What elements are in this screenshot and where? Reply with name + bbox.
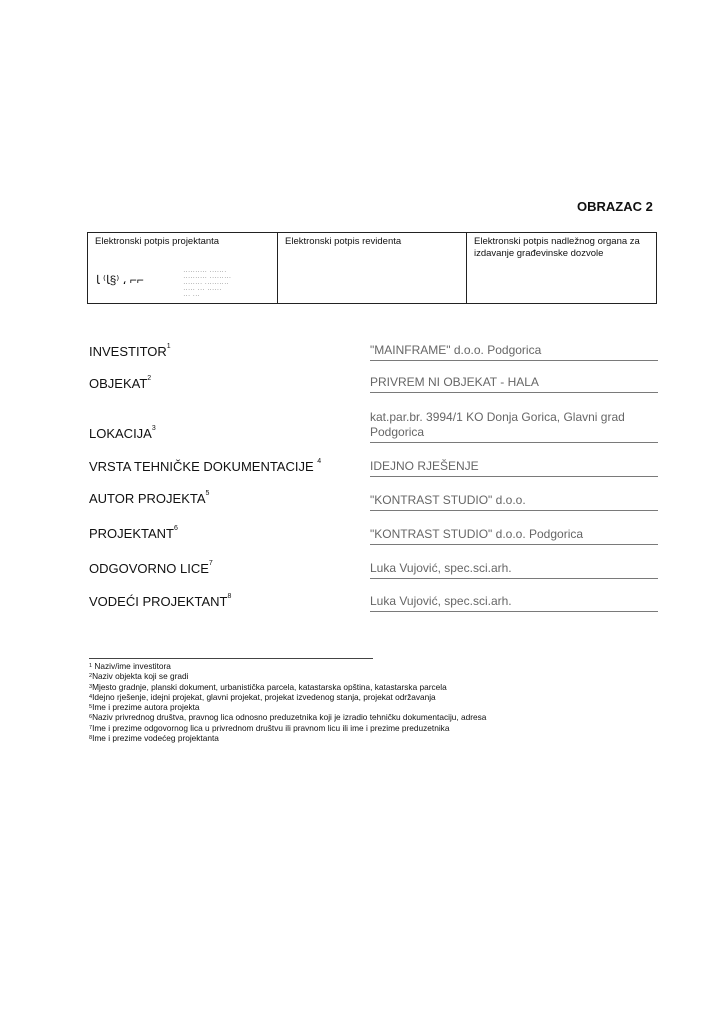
footnote-7: $^7$Ime i prezime odgovornog lica u privrednom društvu ili pravnom licu ili ime i prezime preduzetnika xyxy=(89,722,450,733)
reviewer-signature-cell xyxy=(278,233,467,304)
designer-value: "KONTRAST STUDIO" d.o.o. Podgorica xyxy=(370,527,658,545)
signature-table xyxy=(87,232,657,304)
designer-signature-stamp xyxy=(95,248,270,296)
footnote-5: $^5$Ime i prezime autora projekta xyxy=(89,702,200,713)
designer-signature-label: Elektronski potpis projektanta xyxy=(95,236,220,247)
footnote-6: $^6$Naziv privrednog društva, pravnog lica odnosno preduzetnika koji je izradio tehničku dokumentaciju, adresa xyxy=(89,712,487,723)
investor-value: "MAINFRAME" d.o.o. Podgorica xyxy=(370,343,658,361)
designer-signature-cell xyxy=(88,233,278,304)
location-value: kat.par.br. 3994/1 KO Donja Gorica, Glavni grad Podgorica xyxy=(370,410,658,443)
signature-scribble: ﺎ⁾ ﺎ§⁾ ، ⌐⌐ xyxy=(96,273,144,287)
investor-label: INVESTITOR$^1$ xyxy=(89,343,171,359)
footnote-separator xyxy=(89,658,373,659)
location-label: LOKACIJA$^3$ xyxy=(89,425,156,441)
footnote-3: $^3$Mjesto gradnje, planski dokument, urbanistička parcela, katastarska opština, katastarska parcela xyxy=(89,681,447,692)
doc-type-value: IDEJNO RJEŠENJE xyxy=(370,459,658,477)
project-author-label: AUTOR PROJEKTA$^5$ xyxy=(89,490,210,506)
designer-label: PROJEKTANT$^6$ xyxy=(89,525,178,541)
footnotes xyxy=(89,661,486,743)
responsible-person-label: ODGOVORNO LICE$^7$ xyxy=(89,560,213,576)
doc-type-label: VRSTA TEHNIČKE DOKUMENTACIJE $^4$ xyxy=(89,458,322,474)
footnote-2: $^2$Naziv objekta koji se gradi xyxy=(89,671,189,682)
footnote-4: $^4$Idejno rješenje, idejni projekat, glavni projekat, projekat izvedenog stanja, projekat održavanja xyxy=(89,691,436,702)
lead-designer-label: VODEĆI PROJEKTANT$^8$ xyxy=(89,593,232,609)
responsible-person-value: Luka Vujović, spec.sci.arh. xyxy=(370,561,658,579)
reviewer-signature-label: Elektronski potpis revidenta xyxy=(285,236,402,247)
authority-signature-label: Elektronski potpis nadležnog organa za izdavanje građevinske dozvole xyxy=(474,236,640,259)
object-label: OBJEKAT$^2$ xyxy=(89,375,152,391)
footnote-1: $^1$ Naziv/ime investitora xyxy=(89,661,171,671)
object-value: PRIVREM NI OBJEKAT - HALA xyxy=(370,375,658,393)
footnote-8: $^8$Ime i prezime vodećeg projektanta xyxy=(89,733,219,744)
form-title: OBRAZAC 2 xyxy=(577,199,653,214)
authority-signature-cell xyxy=(467,233,657,304)
project-author-value: "KONTRAST STUDIO" d.o.o. xyxy=(370,493,658,511)
certificate-lines: ·········· ······· ·········· ········· ········ ·········· ····· ··· ······ ··· ··· xyxy=(183,269,232,298)
lead-designer-value: Luka Vujović, spec.sci.arh. xyxy=(370,594,658,612)
